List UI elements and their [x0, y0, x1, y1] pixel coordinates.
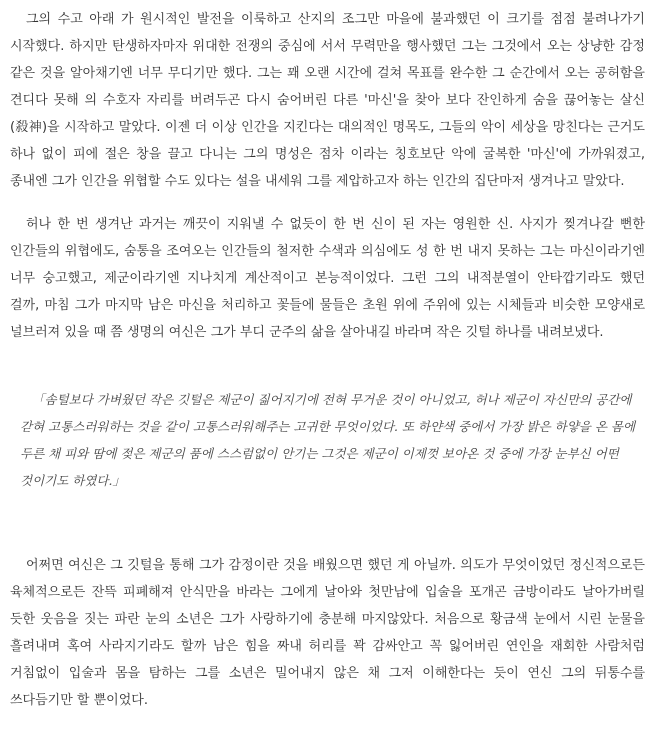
paragraph-gap [10, 346, 645, 386]
paragraph-3: 어쩌면 여신은 그 깃털을 통해 그가 감정이란 것을 배웠으면 했던 게 아닐까. 의도가 무엇이었던 정신적으로든 육체적으로든 잔뜩 피폐해져 안식만을 바라는 그에게 날아와 첫만남에 입술을 포개곤 금방이라도 날아가버릴 듯한 웃음을 짓는 파란 눈의 소년은 그가 사랑하기에 충분해 마지않았다. 처음으로 황금색 눈에서 시린 눈물을 흘려내며 혹여 사라지기라도 할까 남은 힘을 짜내 허리를 꽉 감싸안고 꼭 잃어버린 연인을 재회한 사람처럼 거침없이 입술과 몸을 탐하는 그를 소년은 밀어내지 않은 채 그저 이해한다는 듯이 연신 그의 뒤통수를 쓰다듬기만 할 뿐이었다. [10, 558, 645, 708]
paragraph-gap [10, 195, 645, 211]
paragraph-1: 그의 수고 아래 가 원시적인 발전을 이룩하고 산지의 조그만 마을에 불과했던 이 크기를 점점 불려나가기 시작했다. 하지만 탄생하자마자 위대한 전쟁의 중심에 서서 무력만을 행사했던 그는 그것에서 오는 상냥한 감정 같은 것을 알아채기엔 너무 무디기만 했다. 그는 꽤 오랜 시간에 걸쳐 목표를 완수한 그 순간에서 오는 공허함을 견디다 못해 의 수호자 자리를 버려두곤 다시 숨어버린 다른 '마신'을 찾아 보다 잔인하게 숨을 끊어놓는 살신(殺神)을 시작하고 말았다. 이젠 더 이상 인간을 지킨다는 대의적인 명목도, 그들의 악이 세상을 망친다는 근거도 하나 없이 피에 절은 창을 끌고 다니는 그의 명성은 점차 이라는 칭호보단 악에 굴복한 '마신'에 가까워졌고, 종내엔 그가 인간을 위협할 수도 있다는 설을 내세워 그를 제압하고자 하는 인간의 집단마저 생겨나고 말았다. [10, 12, 645, 189]
quote-block: 「솜털보다 가벼웠던 작은 깃털은 제군이 짊어지기에 전혀 무거운 것이 아니었고, 허나 제군이 자신만의 공간에 갇혀 고통스러워하는 것을 같이 고통스러워해주는 고귀한 무엇이었다. 또 하얀색 중에서 가장 밝은 하얗을 온 몸에 두른 채 피와 땀에 젖은 제군의 품에 스스럼없이 안기는 그것은 제군이 이제껏 보아온 것 중에 가장 눈부신 어떤 것이기도 하였다.」 [20, 392, 636, 488]
paragraph-gap [10, 494, 645, 552]
paragraph-2: 허나 한 번 생겨난 과거는 깨끗이 지워낼 수 없듯이 한 번 신이 된 자는 영원한 신. 사지가 찢겨나갈 뻔한 인간들의 위협에도, 숨통을 조여오는 인간들의 철저한 수색과 의심에도 성 한 번 내지 못하는 그는 마신이라기엔 너무 숭고했고, 제군이라기엔 지나치게 계산적이고 본능적이었다. 그런 그의 내적분열이 안타깝기라도 했던 걸까, 마침 그가 마지막 남은 마신을 처리하고 꽃들에 물들은 초원 위에 주위에 있는 시체들과 비슷한 모양새로 널브러져 있을 때 쯤 생명의 여신은 그가 부디 군주의 삶을 살아내길 바라며 작은 깃털 하나를 내려보냈다. [10, 217, 645, 340]
